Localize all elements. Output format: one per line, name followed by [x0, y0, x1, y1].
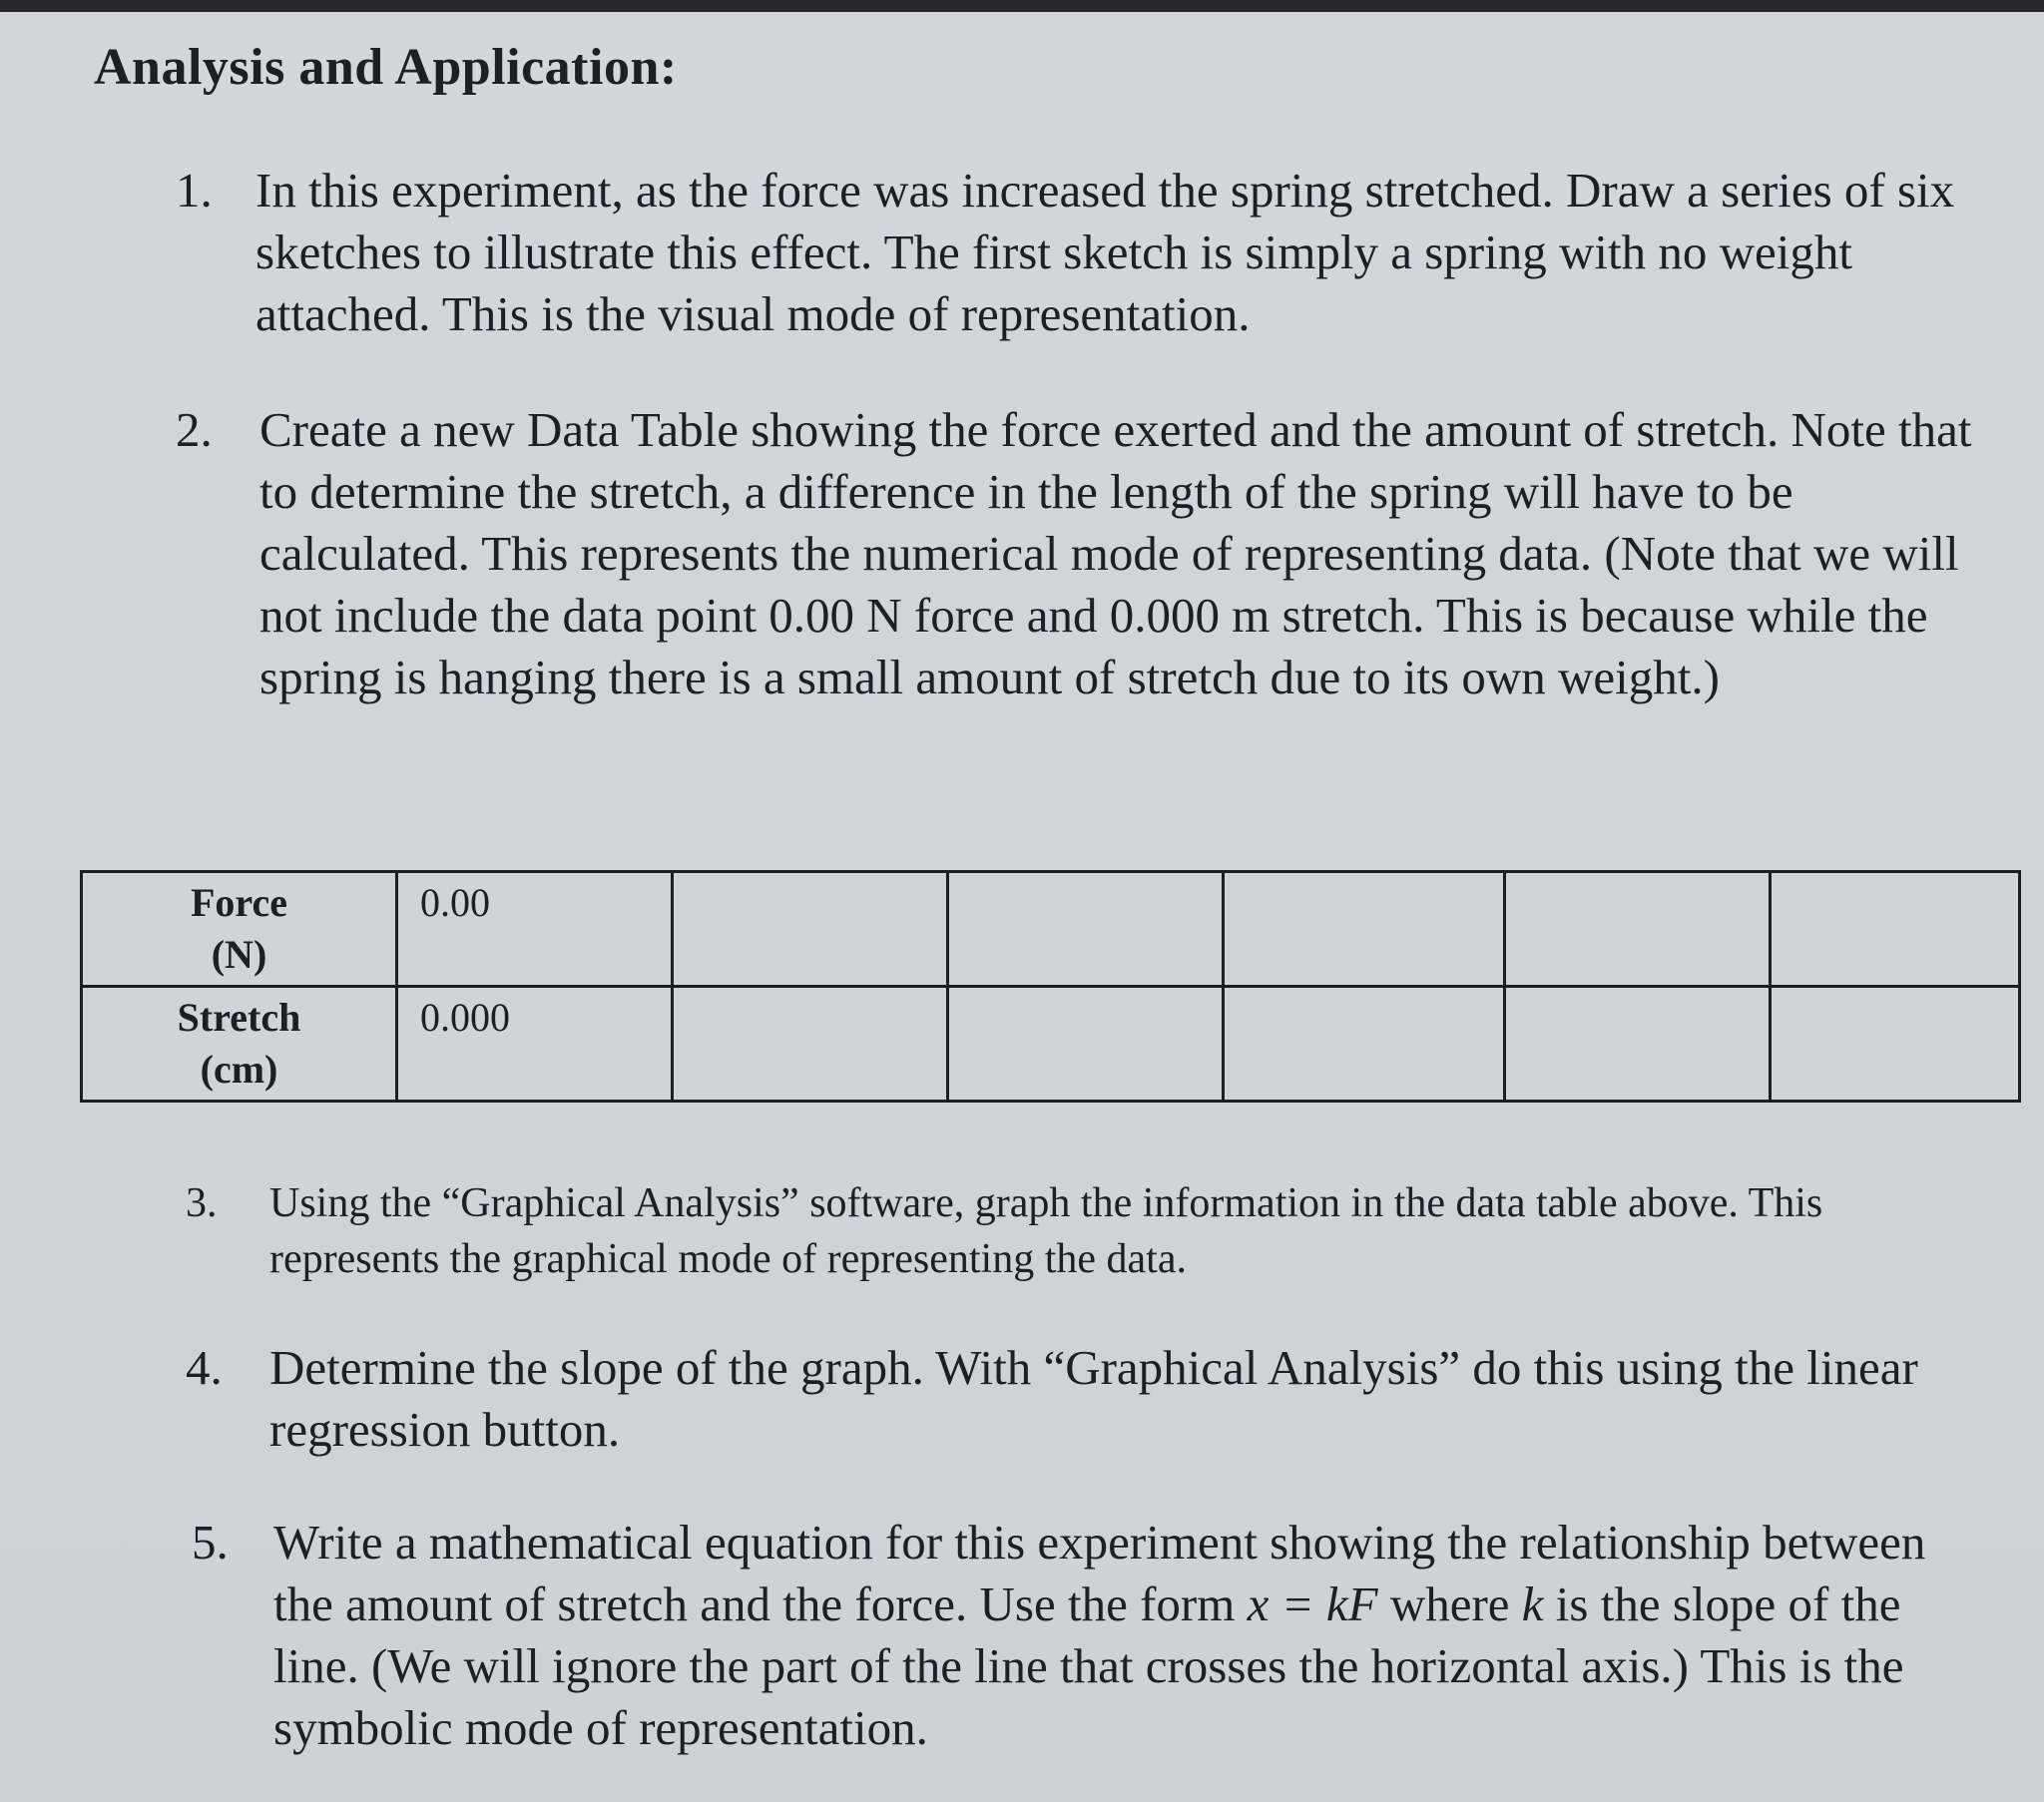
table-cell[interactable]: [1771, 987, 2020, 1102]
question-text: Using the “Graphical Analysis” software, graph the information in the data table above. This represents the graphical mode of representing the data.: [269, 1180, 1823, 1282]
table-cell[interactable]: [1224, 987, 1505, 1102]
row-label-unit: (N): [211, 932, 267, 977]
table-cell[interactable]: [673, 872, 948, 987]
question-number: 4.: [186, 1340, 223, 1395]
question-number: 5.: [192, 1515, 229, 1570]
data-table: [80, 870, 2021, 1103]
row-label-stretch: [82, 987, 397, 1102]
table-cell[interactable]: [1771, 872, 2020, 987]
table-cell[interactable]: [1505, 987, 1771, 1102]
table-cell[interactable]: [948, 987, 1224, 1102]
row-label-line: Stretch: [177, 995, 301, 1040]
table-cell[interactable]: [948, 872, 1224, 987]
text-segment: is the slope of the line. (We will ignore the part of the line that crosses the horizontal axis.) This is the symbolic mode of representation.: [273, 1577, 1904, 1755]
question-text: [273, 1512, 1980, 1759]
question-text: In this experiment, as the force was increased the spring stretched. Draw a series of six sketches to illustrate this effect. The first sketch is simply a spring with no weight attached. This is the visual mode of representation.: [256, 163, 1955, 341]
table-cell[interactable]: [673, 987, 948, 1102]
table-row-stretch: [82, 987, 2020, 1102]
text-segment: Write a mathematical equation for this experiment showing the relationship between the amount of stretch and the force. Use the form: [273, 1515, 1926, 1631]
table-cell[interactable]: [1224, 872, 1505, 987]
text-segment: where: [1377, 1577, 1522, 1631]
section-heading: Analysis and Application:: [94, 39, 678, 96]
question-number: 1.: [176, 163, 213, 218]
table-cell[interactable]: [1505, 872, 1771, 987]
question-number: 3.: [186, 1180, 218, 1226]
variable: k: [1521, 1577, 1544, 1631]
question-text: Create a new Data Table showing the force exerted and the amount of stretch. Note that to determine the stretch, a difference in the length of the spring will have to be calculated. This represents the numerical mode of representing data. (Note that we will not include the data point 0.00 N force and 0.000 m stretch. This is because while the spring is hanging there is a small amount of stretch due to its own weight.): [259, 402, 1972, 704]
equation: x = kF: [1247, 1577, 1378, 1631]
row-label-force: [82, 872, 397, 987]
question-text: Determine the slope of the graph. With “Graphical Analysis” do this using the linear regression button.: [269, 1340, 1918, 1457]
row-label-unit: (cm): [200, 1047, 278, 1092]
row-label-line: Force: [191, 880, 287, 925]
table-cell[interactable]: 0.00: [397, 872, 673, 987]
table-cell[interactable]: 0.000: [397, 987, 673, 1102]
top-edge-bar: [0, 0, 2044, 12]
question-number: 2.: [176, 402, 213, 457]
table-row-force: [82, 872, 2020, 987]
